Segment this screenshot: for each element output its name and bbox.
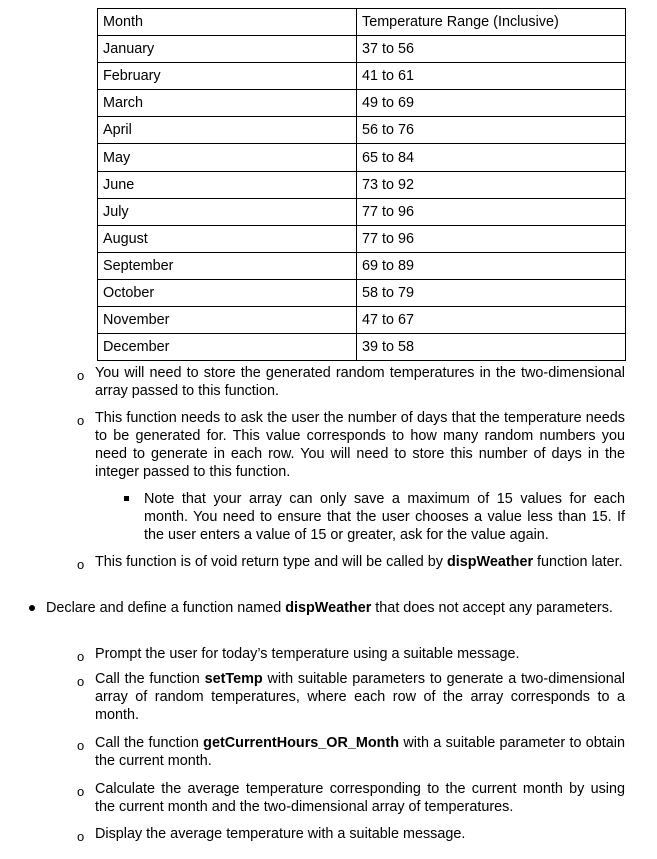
cell-month: September — [98, 252, 357, 279]
hollow-bullet-icon: o — [77, 368, 85, 383]
hollow-bullet-icon: o — [77, 829, 85, 844]
cell-month: December — [98, 334, 357, 361]
cell-month: July — [98, 198, 357, 225]
header-month: Month — [98, 9, 357, 36]
bullet-void-return: This function is of void return type and will be called by dispWeather function later. — [95, 554, 623, 570]
table-row — [98, 144, 626, 171]
cell-range: 39 to 58 — [357, 334, 626, 361]
cell-range: 73 to 92 — [357, 171, 626, 198]
table-row — [98, 63, 626, 90]
cell-range: 77 to 96 — [357, 225, 626, 252]
cell-month: February — [98, 63, 357, 90]
cell-range: 47 to 67 — [357, 307, 626, 334]
cell-month: January — [98, 36, 357, 63]
table-row — [98, 307, 626, 334]
header-temperature-range: Temperature Range (Inclusive) — [357, 9, 626, 36]
cell-range: 49 to 69 — [357, 90, 626, 117]
table-row — [98, 36, 626, 63]
hollow-bullet-icon: o — [77, 674, 85, 689]
cell-range: 77 to 96 — [357, 198, 626, 225]
table-row — [98, 171, 626, 198]
cell-range: 69 to 89 — [357, 252, 626, 279]
cell-month: June — [98, 171, 357, 198]
cell-month: March — [98, 90, 357, 117]
table-header-row — [98, 9, 626, 36]
bullet-call-getcurrent: Call the function getCurrentHours_OR_Month with a suitable parameter to obtain the current month. — [95, 735, 625, 769]
table-row — [98, 117, 626, 144]
square-bullet-icon — [124, 496, 129, 501]
table-row — [98, 279, 626, 306]
bullet-declare-dispweather: Declare and define a function named dispWeather that does not accept any parameters. — [46, 600, 613, 616]
table-row — [98, 252, 626, 279]
bullet-display-average: Display the average temperature with a suitable message. — [95, 826, 466, 842]
cell-range: 56 to 76 — [357, 117, 626, 144]
cell-month: October — [98, 279, 357, 306]
bullet-note-max-15: Note that your array can only save a maximum of 15 values for each month. You need to ensure that the user chooses a value less than 15. If the user enters a value of 15 or greater, ask for the value again. — [144, 491, 625, 543]
table-row — [98, 90, 626, 117]
cell-month: April — [98, 117, 357, 144]
temperature-table — [97, 8, 626, 361]
hollow-bullet-icon: o — [77, 413, 85, 428]
bullet-ask-days: This function needs to ask the user the number of days that the temperature needs to be generated for. This value corresponds to how many random numbers you need to generate in each row. You will need to store this number of days in the integer passed to this function. — [95, 410, 625, 480]
cell-month: November — [98, 307, 357, 334]
table-row — [98, 198, 626, 225]
hollow-bullet-icon: o — [77, 738, 85, 753]
bullet-store-array: You will need to store the generated random temperatures in the two-dimensional array passed to this function. — [95, 365, 625, 399]
cell-range: 58 to 79 — [357, 279, 626, 306]
table-row — [98, 225, 626, 252]
bullet-call-settemp: Call the function setTemp with suitable parameters to generate a two-dimensional array of random temperatures, where each row of the array corresponds to a month. — [95, 671, 625, 723]
hollow-bullet-icon: o — [77, 784, 85, 799]
hollow-bullet-icon: o — [77, 557, 85, 572]
filled-bullet-icon — [29, 605, 35, 611]
hollow-bullet-icon: o — [77, 649, 85, 664]
cell-month: August — [98, 225, 357, 252]
bullet-prompt-temp: Prompt the user for today’s temperature using a suitable message. — [95, 646, 520, 662]
cell-range: 37 to 56 — [357, 36, 626, 63]
cell-range: 41 to 61 — [357, 63, 626, 90]
cell-range: 65 to 84 — [357, 144, 626, 171]
cell-month: May — [98, 144, 357, 171]
bullet-calc-average: Calculate the average temperature corresponding to the current month by using the current month and the two-dimensional array of temperatures. — [95, 781, 625, 815]
table-row — [98, 334, 626, 361]
